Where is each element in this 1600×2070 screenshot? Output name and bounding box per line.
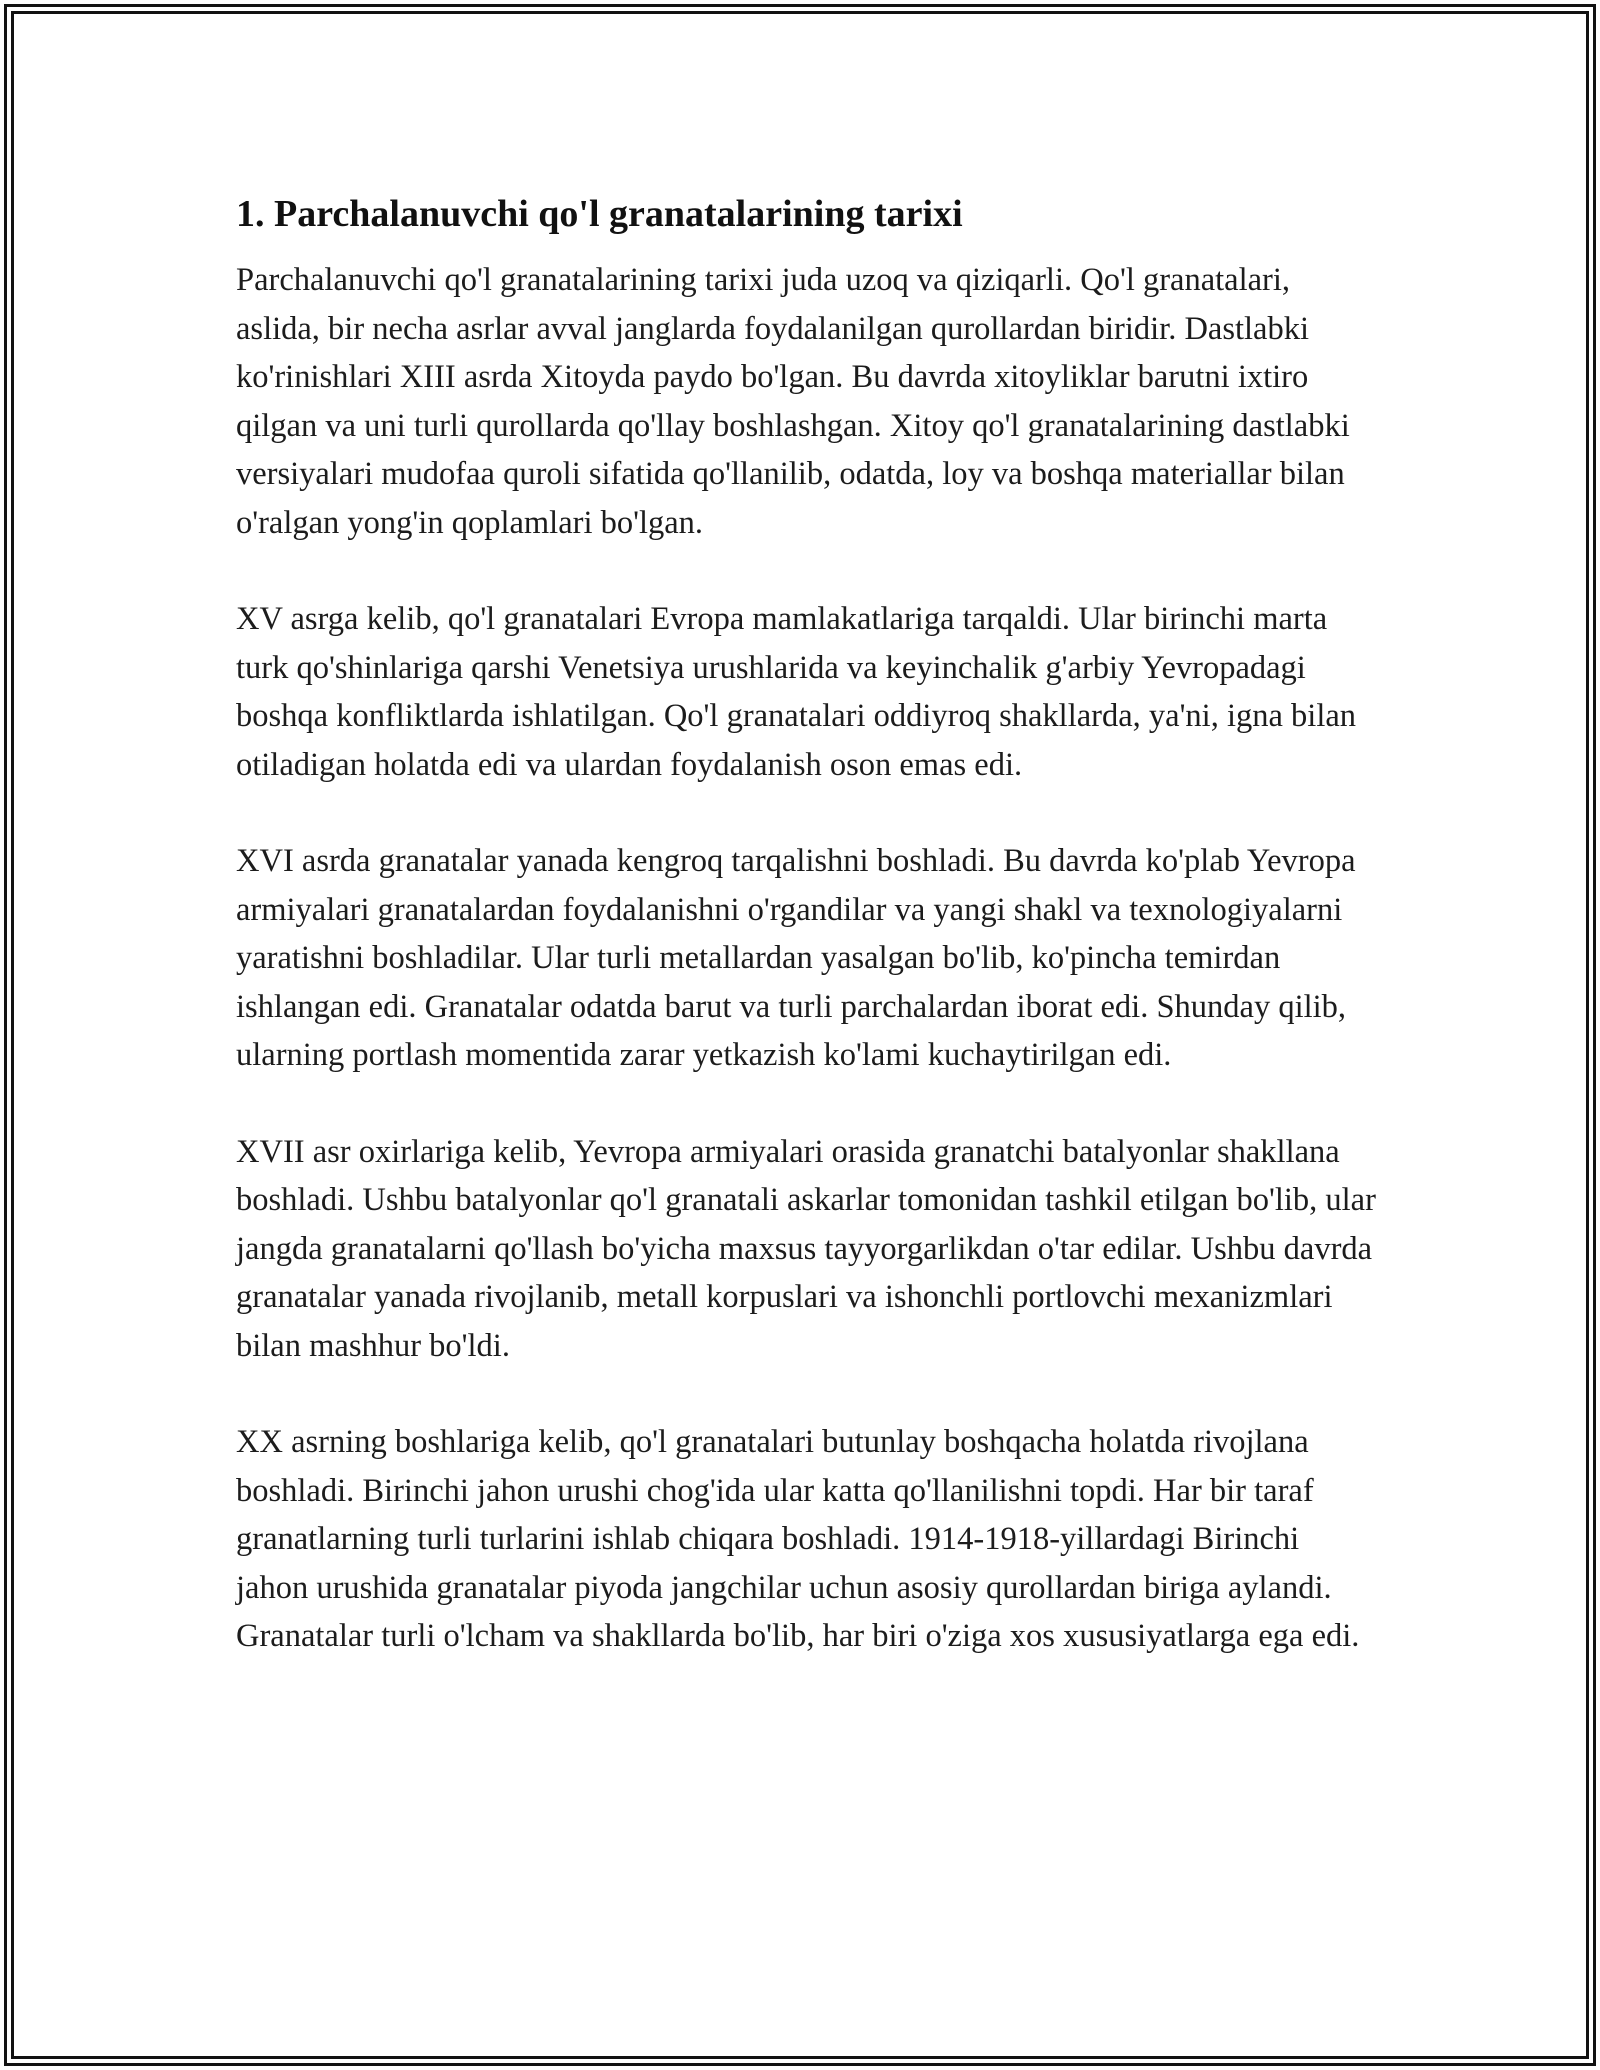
paragraph-1: Parchalanuvchi qo'l granatalarining tarixi juda uzoq va qiziqarli. Qo'l granatalari, aslida, bir necha asrlar avval janglarda foydalanilgan qurollardan biridir. Dastlabki ko'rinishlari XIII asrda Xitoyda paydo bo'lgan. Bu davrda xitoyliklar barutni ixtiro qilgan va uni turli qurollarda qo'llay boshlashgan. Xitoy qo'l granatalarining dastlabki versiyalari mudofaa quroli sifatida qo'llanilib, odatda, loy va boshqa materiallar bilan o'ralgan yong'in qoplamlari bo'lgan.	[236, 262, 1350, 541]
section-heading: 1. Parchalanuvchi qo'l granatalarining tarixi	[236, 193, 963, 235]
paragraph-5: XX asrning boshlariga kelib, qo'l granatalari butunlay boshqacha holatda rivojlana boshladi. Birinchi jahon urushi chog'ida ular katta qo'llanilishni topdi. Har bir taraf granatlarning turli turlarini ishlab chiqara boshladi. 1914-1918-yillardagi Birinchi jahon urushida granatalar piyoda jangchilar uchun asosiy qurollardan biriga aylandi. Granatalar turli o'lcham va shakllarda bo'lib, har biri o'ziga xos xususiyatlarga ega edi.	[236, 1424, 1360, 1654]
paragraph-2: XV asrga kelib, qo'l granatalari Evropa mamlakatlariga tarqaldi. Ular birinchi marta turk qo'shinlariga qarshi Venetsiya urushlarida va keyinchalik g'arbiy Yevropadagi boshqa konfliktlarda ishlatilgan. Qo'l granatalari oddiyroq shakllarda, ya'ni, igna bilan otiladigan holatda edi va ulardan foydalanish oson emas edi.	[236, 601, 1357, 783]
paragraph-3: XVI asrda granatalar yanada kengroq tarqalishni boshladi. Bu davrda ko'plab Yevropa armiyalari granatalardan foydalanishni o'rgandilar va yangi shakl va texnologiyalarni yaratishni boshladilar. Ular turli metallardan yasalgan bo'lib, ko'pincha temirdan ishlangan edi. Granatalar odatda barut va turli parchalardan iborat edi. Shunday qilib, ularning portlash momentida zarar yetkazish ko'lami kuchaytirilgan edi.	[236, 843, 1356, 1073]
document-body	[236, 186, 1376, 1709]
paragraph-4: XVII asr oxirlariga kelib, Yevropa armiyalari orasida granatchi batalyonlar shakllana boshladi. Ushbu batalyonlar qo'l granatali askarlar tomonidan tashkil etilgan bo'lib, ular jangda granatalarni qo'llash bo'yicha maxsus tayyorgarlikdan o'tar edilar. Ushbu davrda granatalar yanada rivojlanib, metall korpuslari va ishonchli portlovchi mexanizmlari bilan mashhur bo'ldi.	[236, 1133, 1376, 1364]
